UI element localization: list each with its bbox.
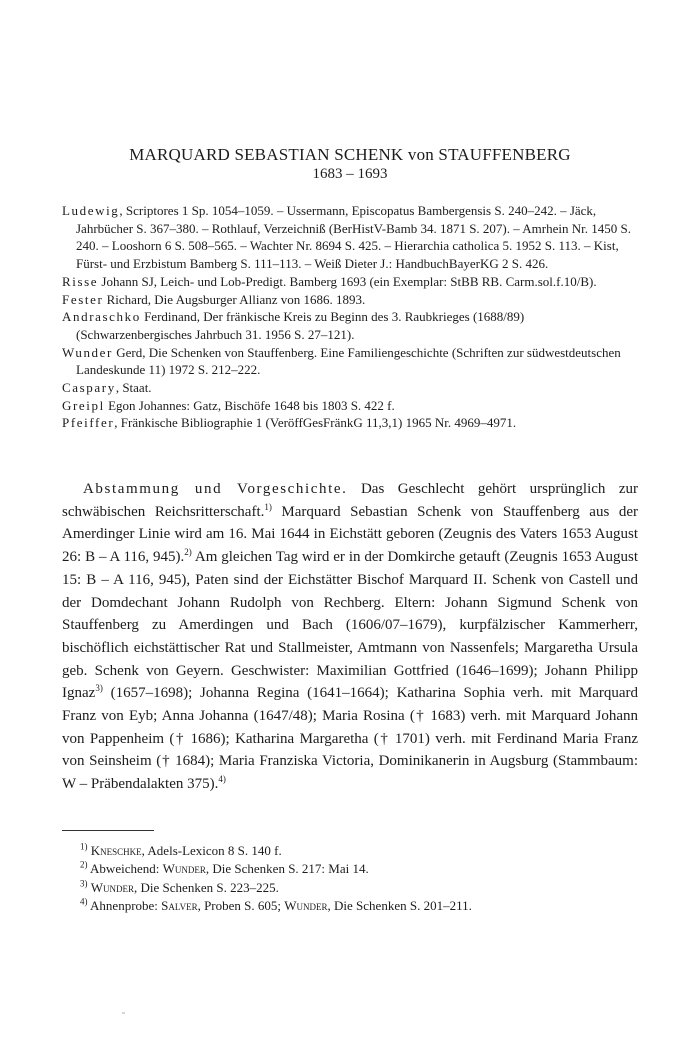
bibliography-entry bbox=[62, 291, 638, 309]
footnote-mark: 4) bbox=[80, 896, 88, 907]
footnote-prefix: Ahnenprobe: bbox=[90, 897, 162, 913]
paragraph-text: Marquard Sebastian Schenk von Stauffenberg aus der Amerdinger Linie wird am 16. Mai 1644 in Eichstätt geboren (Zeugnis des Vaters 1653 August 26: B – A 116, 945). bbox=[62, 503, 638, 566]
bibliography-entry bbox=[62, 202, 638, 273]
bibliography bbox=[62, 202, 638, 432]
bibliography-entry bbox=[62, 344, 638, 379]
paragraph-text: (1657–1698); Johanna Regina (1641–1664); Katharina Sophia verh. mit Marquard Franz von Eyb; Anna Johanna (1647/48); Maria Rosina († 1683) verh. mit Marquard Johann von Pappenheim († 1686); Katharina Margaretha († 1701) verh. mit Ferdinand Maria Franz von Seinsheim († 1684); Maria Franziska Victoria, Dominikanerin in Augsburg (Stammbaum: W – Präbendalakten 375). bbox=[62, 685, 638, 793]
paragraph-text: Das Geschlecht gehört ursprünglich zur schwäbischen Reichsritterschaft. bbox=[62, 481, 638, 520]
footnote-author: Wunder bbox=[284, 897, 328, 913]
bibliography-text: Johann SJ, Leich- und Lob-Predigt. Bamberg 1693 (ein Exemplar: StBB RB. Carm.sol.f.10/B). bbox=[98, 273, 597, 289]
bibliography-entry bbox=[62, 308, 638, 343]
footnote-ref[interactable]: 2) bbox=[184, 547, 192, 558]
bibliography-entry bbox=[62, 397, 638, 415]
episcopate-years: 1683 – 1693 bbox=[312, 166, 388, 182]
bibliography-author: Pfeiffer bbox=[62, 415, 115, 431]
footnote-text: , Die Schenken S. 201–211. bbox=[327, 897, 472, 913]
footnote-text: , Die Schenken S. 217: Mai 14. bbox=[205, 861, 369, 877]
footnote-text: , Adels-Lexicon 8 S. 140 f. bbox=[141, 843, 282, 858]
footnote-mark: 3) bbox=[80, 878, 88, 889]
scan-speck bbox=[122, 1012, 125, 1014]
bibliography-text: Gerd, Die Schenken von Stauffenberg. Eine Familiengeschichte (Schriften zur südwestdeutschen Landeskunde 11) 1972 S. 212–222. bbox=[76, 344, 621, 378]
footnote-ref[interactable]: 3) bbox=[95, 683, 103, 694]
footnote-author: Wunder bbox=[162, 861, 206, 877]
body-text bbox=[62, 478, 638, 796]
footnote bbox=[80, 860, 600, 878]
footnote bbox=[80, 842, 600, 860]
bibliography-text: , Staat. bbox=[115, 380, 152, 396]
footnote bbox=[80, 897, 600, 915]
bibliography-author: Greipl bbox=[62, 397, 105, 413]
bibliography-author: Ludewig bbox=[62, 203, 120, 218]
footnote-divider bbox=[62, 830, 154, 831]
footnote-ref[interactable]: 4) bbox=[218, 774, 226, 785]
footnote-mark: 1) bbox=[80, 841, 88, 852]
bibliography-author: Fester bbox=[62, 291, 104, 307]
bibliography-text: , Fränkische Bibliographie 1 (VeröffGesFränkG 11,3,1) 1965 Nr. 4969–4971. bbox=[114, 415, 517, 431]
bibliography-author: Andraschko bbox=[62, 309, 141, 325]
footnote-text: , Proben S. 605; bbox=[197, 897, 285, 913]
footnotes bbox=[80, 842, 600, 915]
footnote-author: Salver bbox=[161, 897, 198, 913]
footnote-text: , Die Schenken S. 223–225. bbox=[134, 879, 279, 895]
footnote-mark: 2) bbox=[80, 859, 88, 870]
bibliography-entry bbox=[62, 379, 638, 397]
bibliography-author: Risse bbox=[62, 273, 99, 289]
footnote bbox=[80, 879, 600, 897]
bibliography-entry bbox=[62, 273, 638, 291]
bibliography-author: Caspary bbox=[62, 380, 116, 396]
footnote-author: Wunder bbox=[90, 879, 135, 895]
page-title: MARQUARD SEBASTIAN SCHENK von STAUFFENBERG bbox=[129, 145, 571, 164]
section-heading: Abstammung und Vorgeschichte. bbox=[83, 481, 348, 497]
paragraph-text: Am gleichen Tag wird er in der Domkirche getauft (Zeugnis 1653 August 15: B – A 116, 945), Paten sind der Eichstätter Bischof Marquard II. Schenk von Castell und der Domdechant Johann Rudolph von Rechberg. Eltern: Johann Sigmund Schenk von Stauffenberg zu Amerdingen und Bach (1606/07–1679), kurpfälzischer Kammerherr, bischöflich eichstättischer Rat und Stallmeister, Amtmann von Nassenfels; Margaretha Ursula geb. Schenk von Geyern. Geschwister: Maximilian Gottfried (1646–1699); Johann Philipp Ignaz bbox=[62, 549, 638, 702]
footnote-author: Kneschke bbox=[90, 843, 142, 858]
bibliography-text: Egon Johannes: Gatz, Bischöfe 1648 bis 1803 S. 422 f. bbox=[104, 397, 395, 413]
bibliography-text: Ferdinand, Der fränkische Kreis zu Beginn des 3. Raubkrieges (1688/89) (Schwarzenbergisches Jahrbuch 31. 1956 S. 27–121). bbox=[76, 309, 525, 342]
footnote-prefix: Abweichend: bbox=[90, 861, 163, 877]
section-paragraph bbox=[62, 478, 638, 796]
bibliography-entry bbox=[62, 414, 638, 432]
bibliography-text: Richard, Die Augsburger Allianz von 1686. 1893. bbox=[103, 291, 366, 307]
bibliography-text: , Scriptores 1 Sp. 1054–1059. – Ussermann, Episcopatus Bambergensis S. 240–242. – Jäck, Jahrbücher S. 367–380. – Rothlauf, Verzeichniß (BerHistV-Bamb 34. 1871 S. 207). – Amrhein Nr. 1450 S. 240. – Looshorn 6 S. 508–565. – Wachter Nr. 8694 S. 425. – Hierarchia catholica 5. 1952 S. 113. – Kist, Fürst- und Erzbistum Bamberg S. 111–113. – Weiß Dieter J.: HandbuchBayerKG 2 S. 426. bbox=[76, 203, 631, 272]
footnote-ref[interactable]: 1) bbox=[264, 501, 272, 512]
bibliography-author: Wunder bbox=[62, 344, 113, 360]
